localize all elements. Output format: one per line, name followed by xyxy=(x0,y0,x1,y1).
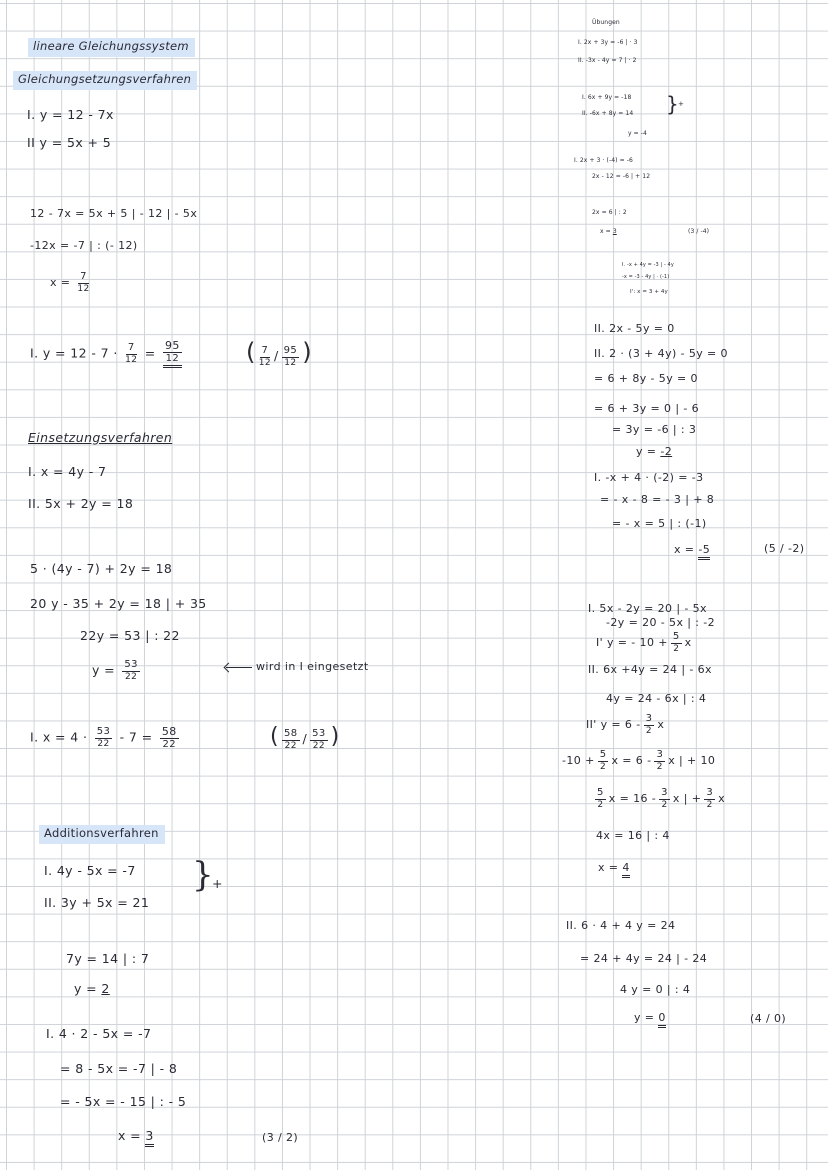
ex1-solution: (3 / -4) xyxy=(688,228,710,235)
brace-right-icon: } xyxy=(192,855,214,895)
s3-solution: (3 / 2) xyxy=(262,1131,299,1144)
ex3-step-5: -10 + $\frac{5}{2}$ x = 6 - $\frac{3}{2}$ x | + 10 xyxy=(562,749,716,772)
s1-equation-1: I. y = 12 - 7x xyxy=(27,107,114,122)
exercises-title: Übungen xyxy=(592,19,620,26)
ex2-step-1: I. -x + 4y = -3 | - 4y xyxy=(622,262,674,268)
ex3-step-1: -2y = 20 - 5x | : -2 xyxy=(606,616,716,629)
ex1-equation-1: I. 2x + 3y = -6 | · 3 xyxy=(578,39,638,46)
ex1-step-6: 2x = 6 | : 2 xyxy=(592,209,627,216)
section-title-einsetzung: Einsetzungsverfahren xyxy=(28,430,173,445)
ex2-step-5: II. 2 · (3 + 4y) - 5y = 0 xyxy=(594,347,728,360)
ex2-step-2: -x = -3 - 4y | · (-1) xyxy=(622,274,670,280)
s3-plus-sign: + xyxy=(212,876,223,891)
s3-step-5: = - 5x = - 15 | : - 5 xyxy=(60,1094,187,1109)
ex3-step-3: 4y = 24 - 6x | : 4 xyxy=(606,692,707,705)
ex3-equation-1: I. 5x - 2y = 20 | - 5x xyxy=(588,602,707,615)
ex3-step-11: 4 y = 0 | : 4 xyxy=(620,983,691,996)
ex3-solution: (4 / 0) xyxy=(750,1012,787,1025)
s2-step-3: 22y = 53 | : 22 xyxy=(80,628,180,643)
ex1-step-4: I. 2x + 3 · (-4) = -6 xyxy=(574,157,633,164)
ex1-step-7: x = 3 xyxy=(600,228,617,235)
ex1-step-3: y = -4 xyxy=(628,130,647,137)
s2-step-4: y = $\frac{53}{22}$ xyxy=(92,659,138,682)
ex1-step-2: II. -6x + 8y = 14 xyxy=(582,110,634,117)
main-heading: lineare Gleichungssystem xyxy=(28,38,195,57)
ex3-step-6: $\frac{5}{2}$ x = 16 - $\frac{3}{2}$ x | + $\frac{3}{2}$ x xyxy=(597,787,726,810)
ex2-step-11: = - x - 8 = - 3 | + 8 xyxy=(600,493,715,506)
ex3-step-9: II. 6 · 4 + 4 y = 24 xyxy=(566,919,676,932)
ex3-step-4: II' y = 6 - $\frac{3}{2}$ x xyxy=(586,713,665,736)
ex1-step-5: 2x - 12 = -6 | + 12 xyxy=(592,173,651,180)
s2-step-2: 20 y - 35 + 2y = 18 | + 35 xyxy=(30,596,207,611)
ex3-step-10: = 24 + 4y = 24 | - 24 xyxy=(580,952,708,965)
s3-step-2: y = 2 xyxy=(74,981,110,996)
s1-step-2: -12x = -7 | : (- 12) xyxy=(30,239,138,252)
s3-step-6: x = 3 xyxy=(118,1130,154,1143)
ex2-step-10: I. -x + 4 · (-2) = -3 xyxy=(594,471,704,484)
s2-step-5: I. x = 4 · $\frac{53}{22}$ - 7 = $\frac{58}{22}$ xyxy=(30,725,177,750)
ex1-step-1: I. 6x + 9y = -18 xyxy=(582,94,632,101)
ex2-solution: (5 / -2) xyxy=(764,542,805,555)
ex2-step-9: y = -2 xyxy=(636,445,673,458)
s1-step-3: x = $\frac{7}{12}$ xyxy=(50,271,90,294)
ex1-equation-2: II. -3x - 4y = 7 | · 2 xyxy=(578,57,637,64)
s3-equation-2: II. 3y + 5x = 21 xyxy=(44,895,150,910)
ex2-step-13: x = -5 xyxy=(674,544,710,555)
ex3-step-2: I' y = - 10 + $\frac{5}{2}$ x xyxy=(596,631,692,654)
ex3-step-7: 4x = 16 | : 4 xyxy=(596,829,670,842)
s1-step-1: 12 - 7x = 5x + 5 | - 12 | - 5x xyxy=(30,207,198,220)
s2-equation-2: II. 5x + 2y = 18 xyxy=(28,496,134,511)
s3-equation-1: I. 4y - 5x = -7 xyxy=(44,863,136,878)
s3-step-1: 7y = 14 | : 7 xyxy=(66,951,150,966)
ex2-step-12: = - x = 5 | : (-1) xyxy=(612,517,707,530)
s2-solution: ( $\frac{58}{22}$ / $\frac{53}{22}$ ) xyxy=(270,724,340,751)
ex2-step-4: II. 2x - 5y = 0 xyxy=(594,322,675,335)
section-title-addition: Additionsverfahren xyxy=(39,825,165,844)
s2-note: wird in I eingesetzt xyxy=(222,661,369,672)
ex3-equation-2: II. 6x +4y = 24 | - 6x xyxy=(588,663,712,676)
s2-equation-1: I. x = 4y - 7 xyxy=(28,464,107,479)
s1-step-4: I. y = 12 - 7 · $\frac{7}{12}$ = $\frac{95}{12}$ xyxy=(30,340,185,368)
ex2-step-3: I': x = 3 + 4y xyxy=(630,289,668,295)
ex2-step-8: = 3y = -6 | : 3 xyxy=(612,423,697,436)
ex3-step-8: x = 4 xyxy=(598,862,630,873)
ex2-step-7: = 6 + 3y = 0 | - 6 xyxy=(594,402,700,415)
ex1-plus-sign: + xyxy=(678,100,685,108)
brace-right-icon: } xyxy=(666,92,680,116)
ex2-step-6: = 6 + 8y - 5y = 0 xyxy=(594,372,698,385)
s2-step-1: 5 · (4y - 7) + 2y = 18 xyxy=(30,561,173,576)
arrow-left-icon xyxy=(226,667,252,668)
ex3-step-12: y = 0 xyxy=(634,1012,666,1023)
s3-step-3: I. 4 · 2 - 5x = -7 xyxy=(46,1026,152,1041)
s3-step-4: = 8 - 5x = -7 | - 8 xyxy=(60,1061,178,1076)
s1-solution: ( $\frac{7}{12}$ / $\frac{95}{12}$ ) xyxy=(246,338,312,368)
s1-equation-2: II y = 5x + 5 xyxy=(27,135,112,150)
section-title-gleichsetzung: Gleichungsetzungsverfahren xyxy=(13,71,197,90)
